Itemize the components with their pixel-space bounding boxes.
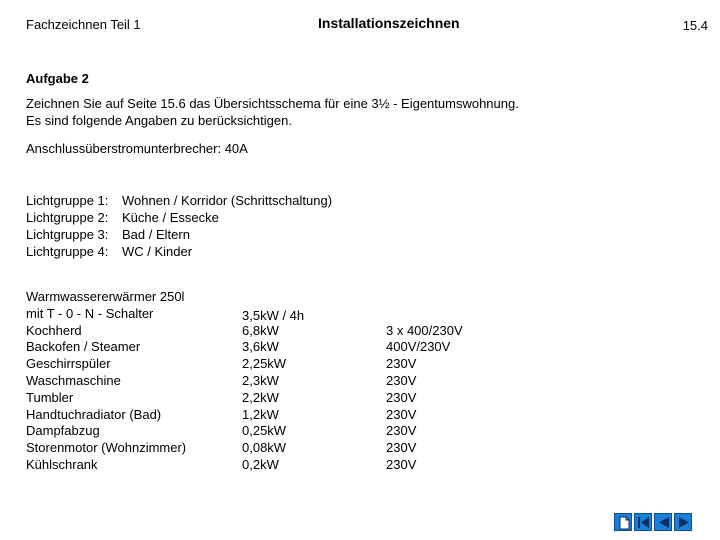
previous-page-button[interactable] xyxy=(654,513,672,531)
appliance-voltage: 230V xyxy=(386,389,417,405)
appliance-name: Dampfabzug xyxy=(26,423,100,439)
appliance-name: Warmwassererwärmer 250l xyxy=(26,289,185,304)
appliance-name: Storenmotor (Wohnzimmer) xyxy=(26,440,187,456)
appliance-power: 0,2kW xyxy=(242,456,279,472)
appliance-name: Kochherd xyxy=(26,322,82,338)
document-icon xyxy=(615,514,633,532)
appliance-power: 3,6kW xyxy=(242,339,279,355)
task-instruction-line-2: Es sind folgende Angaben zu berücksichtigen. xyxy=(26,113,292,128)
light-group-row xyxy=(26,193,332,208)
appliance-name: Waschmaschine xyxy=(26,372,121,388)
light-group-value: Bad / Eltern xyxy=(122,227,190,242)
appliance-voltage: 230V xyxy=(386,406,417,422)
appliance-name: Backofen / Steamer xyxy=(26,339,141,355)
first-page-button[interactable] xyxy=(634,513,652,531)
next-page-button[interactable] xyxy=(674,513,692,531)
appliance-power: 6,8kW xyxy=(242,322,279,338)
light-group-value: Wohnen / Korridor (Schrittschaltung) xyxy=(122,193,333,208)
appliance-power: 2,3kW xyxy=(242,372,279,388)
light-group-label: Lichtgruppe 1: xyxy=(26,193,109,208)
first-page-icon xyxy=(635,514,653,532)
page-number: 15.4 xyxy=(682,18,708,33)
light-group-row xyxy=(26,227,190,242)
next-page-icon xyxy=(675,514,693,532)
page-title: Installationszeichnen xyxy=(318,15,460,31)
appliance-voltage: 3 x 400/230V xyxy=(386,322,463,338)
light-group-value: Küche / Essecke xyxy=(122,210,219,225)
appliance-voltage: 400V/230V xyxy=(386,339,451,355)
light-group-label: Lichtgruppe 2: xyxy=(26,210,109,225)
light-group-row xyxy=(26,210,219,225)
appliance-power: 0,25kW xyxy=(242,423,287,439)
document-button[interactable] xyxy=(614,513,632,531)
appliance-power: 0,08kW xyxy=(242,440,287,456)
appliance-power: 2,2kW xyxy=(242,389,279,405)
appliance-voltage: 230V xyxy=(386,356,417,372)
appliance-name: Geschirrspüler xyxy=(26,356,111,372)
course-title: Fachzeichnen Teil 1 xyxy=(26,17,141,32)
appliance-name: Tumbler xyxy=(26,389,74,405)
appliance-power: 2,25kW xyxy=(242,356,287,372)
appliance-voltage: 230V xyxy=(386,423,417,439)
appliance-power: 3,5kW / 4h xyxy=(242,307,305,323)
previous-page-icon xyxy=(655,514,673,532)
light-group-label: Lichtgruppe 3: xyxy=(26,227,109,242)
light-group-row xyxy=(26,244,192,259)
task-instruction-line-1: Zeichnen Sie auf Seite 15.6 das Übersichtsschema für eine 3½ - Eigentumswohnung. xyxy=(26,96,519,111)
appliance-voltage: 230V xyxy=(386,456,417,472)
light-group-label: Lichtgruppe 4: xyxy=(26,244,109,259)
breaker-spec: Anschlussüberstromunterbrecher: 40A xyxy=(26,141,248,156)
appliance-name: mit T - 0 - N - Schalter xyxy=(26,305,154,321)
appliance-voltage: 230V xyxy=(386,440,417,456)
light-group-value: WC / Kinder xyxy=(122,244,193,259)
appliance-power: 1,2kW xyxy=(242,406,279,422)
appliance-voltage: 230V xyxy=(386,372,417,388)
task-title: Aufgabe 2 xyxy=(26,71,89,86)
appliance-name: Kühlschrank xyxy=(26,456,98,472)
appliance-name: Handtuchradiator (Bad) xyxy=(26,406,162,422)
navigation-bar xyxy=(614,513,692,531)
